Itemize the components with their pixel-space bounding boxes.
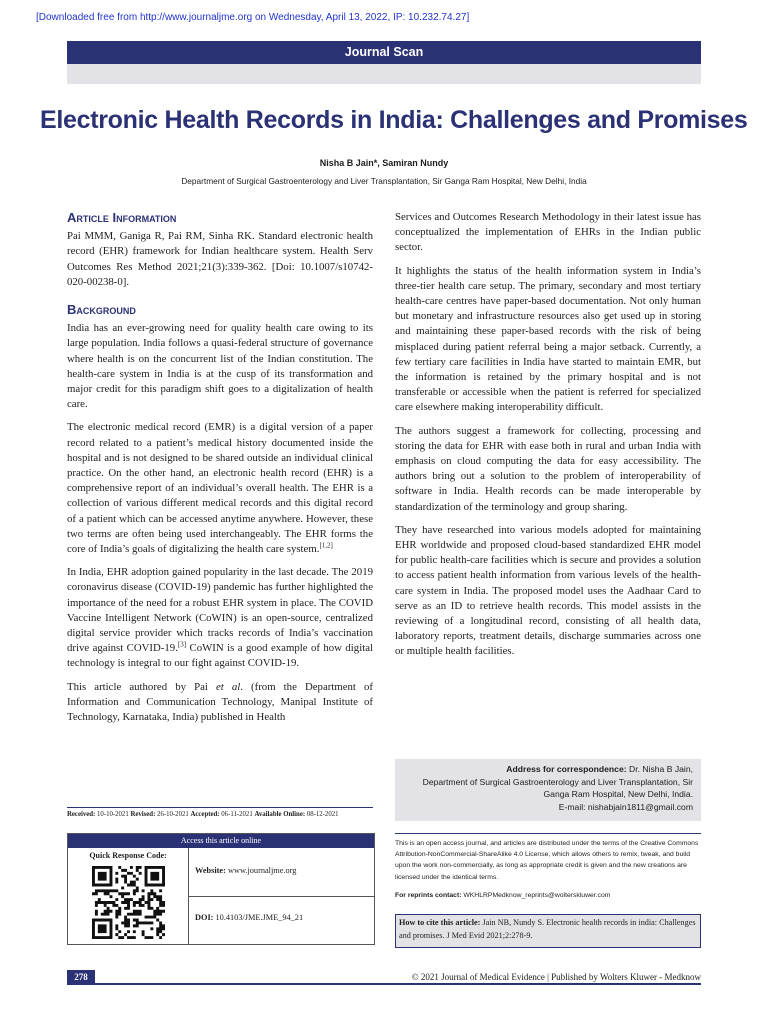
correspondence-first-line — [423, 763, 693, 776]
doi-link[interactable]: 10.4103/JME.JME_94_21 — [215, 913, 304, 922]
footer-copyright: © 2021 Journal of Medical Evidence | Published by Wolters Kluwer - Medknow — [411, 972, 701, 982]
correspondence-text — [423, 763, 693, 813]
online-label: Available Online: — [254, 811, 306, 818]
accepted-label: Accepted: — [190, 811, 220, 818]
affiliation: Department of Surgical Gastroenterology and Liver Transplantation, Sir Ganga Ram Hospital, New Delhi, India — [181, 176, 587, 186]
right-paragraph-1: It highlights the status of the health information system in India’s three-tier health care setup. The primary, secondary and most tertiary health-care centres have paper-based documentation. Not only human but monetary and infrastructure resources also get used up in storing and maintaining these paper-based records with the risk of being misplaced during patient referral being a major setback. Currently, a few tertiary care facilities in India have started to maintain EMR, but the information is retained by the primary hospital and is not transferable or accessible when the patient is referred for specialized care elsewhere making interoperability difficult. — [395, 264, 701, 414]
correspondence-email[interactable]: E-mail: nishabjain1811@gmail.com — [558, 801, 693, 812]
header-grey-band — [67, 64, 701, 84]
received-date: 10-10-2021 — [97, 811, 129, 818]
paragraph-emphasis: et al — [215, 680, 241, 693]
open-access-divider — [395, 833, 701, 834]
correspondence-name: Dr. Nisha B Jain, — [629, 764, 693, 774]
received-label: Received: — [67, 811, 96, 818]
article-information-text: Pai MMM, Ganiga R, Pai RM, Sinha RK. Standard electronic health record (EHR) framework for Indian healthcare system. Health Serv Outcomes Res Method 2021;21(3):339-362. [Doi: 10.1007/s10742-020-00238-0]. — [67, 230, 373, 288]
reprints-label: For reprints contact: — [395, 892, 462, 899]
doi-cell — [189, 897, 374, 944]
paragraph-text: The electronic medical record (EMR) is a digital version of a paper record related to a patient’s medical history documented inside the hospital and is not designed to be shared outside an individual clinical practice. On the other hand, an electronic health record (EHR) is a comprehensive report of an individual’s overall health. The EHR is a collection of various different medical records and this digital record of a patient which can be accessed anytime anywhere. However, these two terms are often being used interchangeably. The EHR forms the core of India’s goals of digitalizing the health care system. — [67, 421, 373, 556]
how-to-cite-box — [395, 914, 701, 948]
page-number: 278 — [74, 972, 88, 982]
revised-date: 26-10-2021 — [157, 811, 189, 818]
paragraph-text: . (from the Department of Information and Communication Technology, Manipal Institute of Technology, Karnataka, India) published in Health — [67, 680, 373, 724]
website-row — [195, 866, 296, 875]
correspondence-line-1: Department of Surgical Gastroenterology and Liver Transplantation, Sir — [422, 776, 693, 787]
online-date: 08-12-2021 — [306, 811, 339, 818]
doi-row — [195, 913, 303, 922]
accepted-date: 06-11-2021 — [221, 811, 253, 818]
background-paragraph-2 — [67, 420, 373, 557]
qr-label: Quick Response Code: — [89, 851, 167, 860]
correspondence-label: Address for correspondence: — [506, 764, 627, 774]
qr-cell — [68, 848, 189, 944]
article-information-heading: Article Information — [67, 210, 177, 225]
right-column — [395, 210, 701, 668]
dates-divider — [67, 807, 373, 808]
background-heading: Background — [67, 302, 136, 318]
access-online-header: Access this article online — [68, 834, 374, 848]
website-label: Website: — [195, 866, 226, 875]
article-title: Electronic Health Records in India: Challenges and Promises — [40, 106, 748, 134]
correspondence-box — [395, 759, 701, 821]
paragraph-text: This article authored by Pai — [67, 680, 216, 693]
article-dates — [67, 811, 387, 818]
open-access-notice: This is an open access journal, and articles are distributed under the terms of the Creative Commons Attribution-NonCommercial-ShareAlike 4.0 License, which allows others to remix, tweak, and build upon the work non-commercially, as long as appropriate credit is given and the new creations are licensed under the identical terms. — [395, 840, 699, 881]
reprints-contact — [395, 892, 701, 899]
qr-code-icon[interactable] — [92, 866, 165, 939]
doi-label: DOI: — [195, 913, 214, 922]
correspondence-line-2: Ganga Ram Hospital, New Delhi, India. — [543, 789, 693, 799]
background-paragraph-4 — [67, 680, 373, 726]
cite-text: Jain NB, Nundy S. Electronic health records in india: Challenges and promises. J Med Evid 2021;2:278-9. — [399, 918, 696, 940]
reference-marker: [1,2] — [319, 541, 333, 550]
section-label-bar: Journal Scan — [67, 41, 701, 64]
right-paragraph-3: They have researched into various models adopted for maintaining EHR worldwide and proposed cloud-based standardized EHR model for public health-care facilities which is secure and provides a solution to access patient health information from various levels of the health-care system in India. The proposed model uses the Aadhaar Card to serve as an ID to retrieve health records. This model assists in the reviewing of a longitudinal record, consisting of all health data, laboratory reports, treatment details, discharge summaries across one or multiple health facilities. — [395, 523, 701, 658]
paragraph-text: In India, EHR adoption gained popularity in the last decade. The 2019 coronavirus disease (COVID-19) pandemic has further highlighted the importance of the need for a robust EHR system in place. The COVID Vaccine Intelligent Network (CoWIN) is an open-source, centralized digital service provider which tracks records of India’s vaccination drive against COVID-19. — [67, 566, 373, 655]
paragraph-text: CoWIN is a good example of how digital technology is integral to our fight against COVID-19. — [67, 642, 373, 670]
website-cell — [189, 848, 374, 897]
website-link[interactable]: www.journaljme.org — [227, 866, 297, 875]
right-paragraph-2: The authors suggest a framework for collecting, processing and storing the data for EHR with ease both in rural and urban India with emphasis on cloud computing the data for easy accessibility. The authors bring out a solution to the problem of interoperability of software in India. Health records can be made interoperable by standardization of the terminology and group sharing. — [395, 424, 701, 513]
right-paragraph-0: Services and Outcomes Research Methodology in their latest issue has conceptualized the implementation of EHRs in the Indian public sector. — [395, 211, 701, 254]
background-paragraph-3 — [67, 565, 373, 671]
access-online-box — [67, 833, 375, 945]
cite-label: How to cite this article: — [399, 918, 481, 927]
left-column — [67, 210, 373, 733]
download-notice: [Downloaded free from http://www.journaljme.org on Wednesday, April 13, 2022, IP: 10.232.74.27] — [36, 12, 470, 23]
background-paragraph-1: India has an ever-growing need for quality health care owing to its large population. India follows a quasi-federal structure of governance where health is on the concurrent list of the Indian constitution. The health-care system in India is at the cusp of its transformation and major credit for this paradigm shift goes to a digitalization of health care. — [67, 322, 373, 411]
reprints-email[interactable]: WKHLRPMedknow_reprints@wolterskluwer.com — [463, 892, 611, 899]
revised-label: Revised: — [130, 811, 156, 818]
authors: Nisha B Jain*, Samiran Nundy — [319, 158, 449, 168]
reference-marker: [3] — [177, 640, 187, 649]
